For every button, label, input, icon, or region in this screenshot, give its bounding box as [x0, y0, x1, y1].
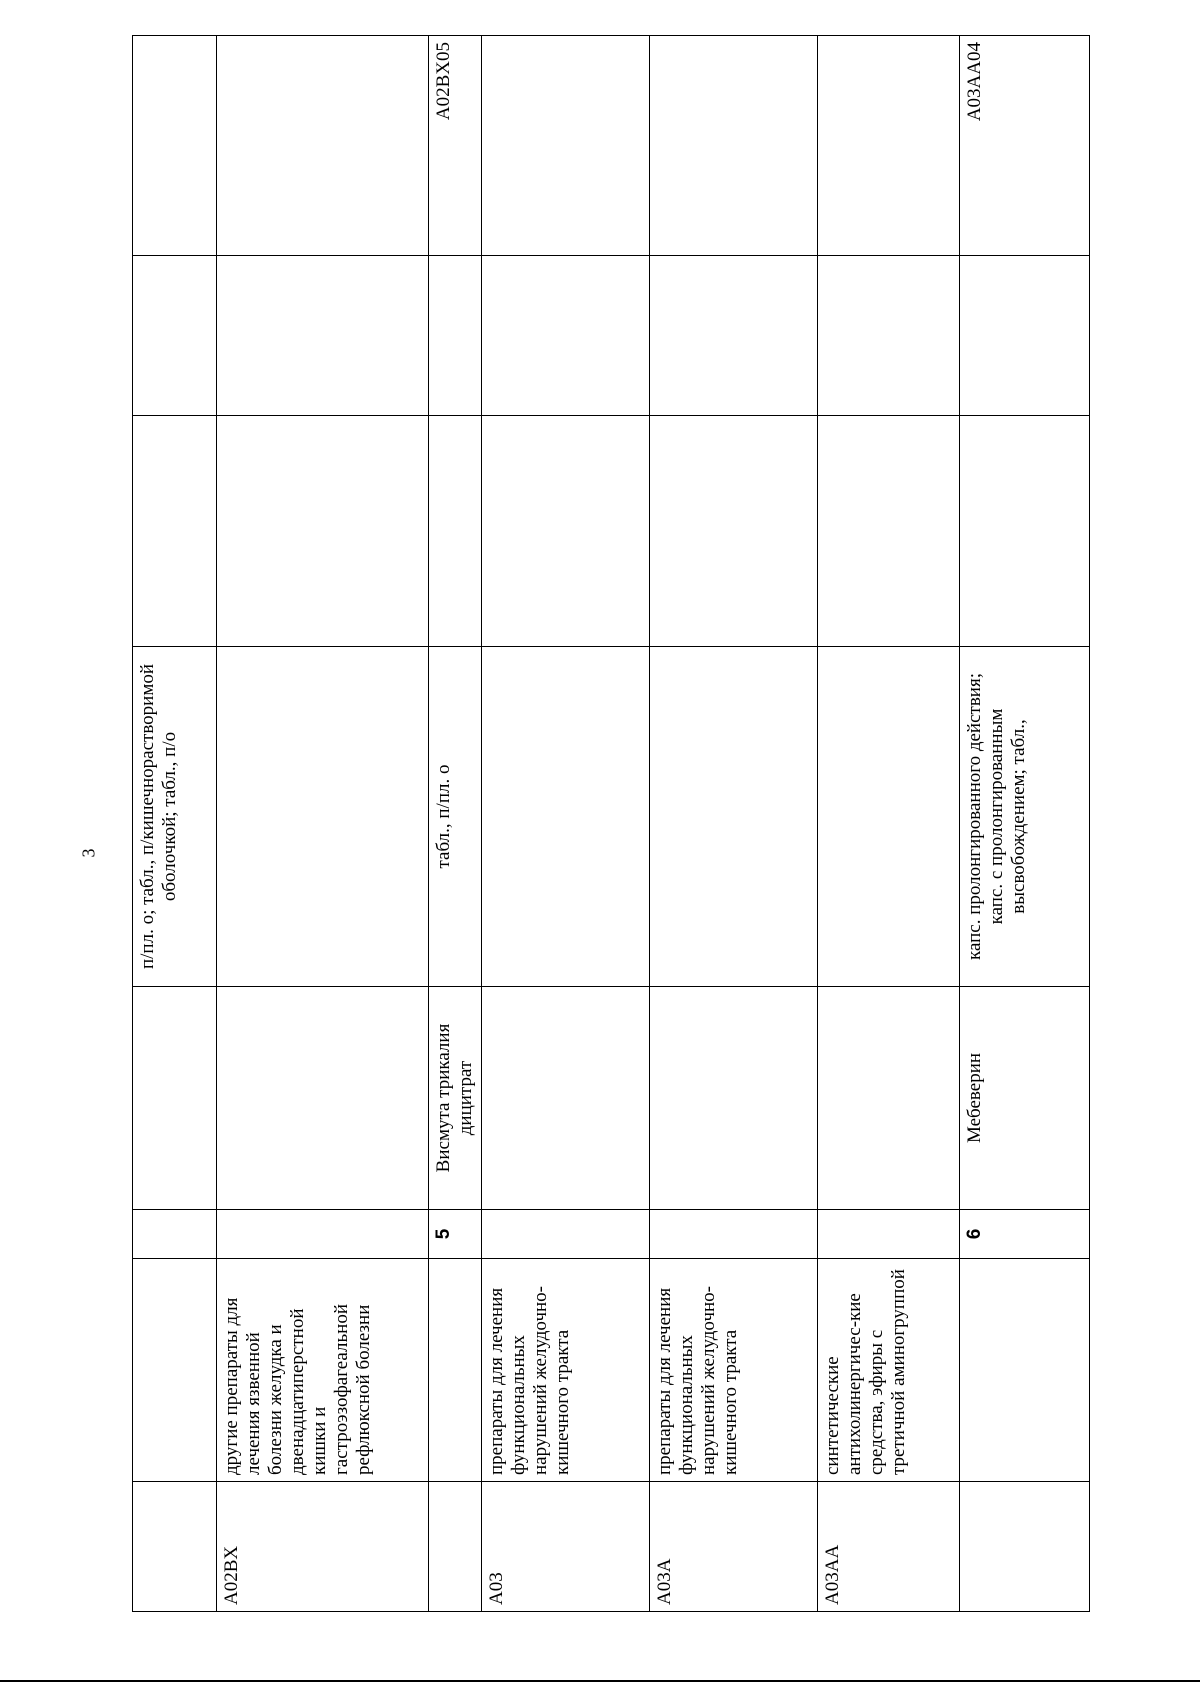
row-number-cell: 6	[960, 1210, 1090, 1259]
empty-cell	[650, 416, 818, 647]
group-name-cell	[960, 1259, 1090, 1482]
empty-cell	[133, 256, 217, 416]
empty-cell	[482, 256, 650, 416]
atc-group-code-cell: A03AA	[818, 1482, 960, 1612]
empty-cell	[818, 416, 960, 647]
atc-group-code-cell: A03	[482, 1482, 650, 1612]
dosage-form-cell: капс. пролонгированного действия; капс. с пролонгированным высвобождением; табл.,	[960, 647, 1090, 987]
row-number-cell	[650, 1210, 818, 1259]
dosage-form-cell	[217, 647, 429, 987]
empty-cell	[818, 256, 960, 416]
row-number-cell	[217, 1210, 429, 1259]
empty-cell	[482, 416, 650, 647]
atc-group-code-cell	[960, 1482, 1090, 1612]
group-name-cell	[133, 1259, 217, 1482]
atc-group-code-cell: A02BX	[217, 1482, 429, 1612]
row-number-cell	[482, 1210, 650, 1259]
atc-code-cell	[482, 36, 650, 256]
row-number-cell	[818, 1210, 960, 1259]
group-name-cell: препараты для лечения функциональных нарушений желудочно-кишечного тракта	[650, 1259, 818, 1482]
group-name-cell: синтетические антихолинергичес-кие средства, эфиры с третичной аминогруппой	[818, 1259, 960, 1482]
group-name-cell: препараты для лечения функциональных нарушений желудочно-кишечного тракта	[482, 1259, 650, 1482]
drug-name-cell: Висмута трикалия дицитрат	[429, 987, 482, 1210]
table-row	[133, 36, 217, 1612]
table-row	[650, 36, 818, 1612]
row-number-cell	[133, 1210, 217, 1259]
empty-cell	[217, 256, 429, 416]
empty-cell	[217, 416, 429, 647]
drug-name-cell	[133, 987, 217, 1210]
drug-name-cell	[818, 987, 960, 1210]
dosage-form-cell	[818, 647, 960, 987]
table-row	[429, 36, 482, 1612]
page-number: 3	[78, 848, 99, 858]
drug-name-cell: Мебеверин	[960, 987, 1090, 1210]
atc-group-code-cell: A03A	[650, 1482, 818, 1612]
empty-cell	[429, 256, 482, 416]
table-row	[960, 36, 1090, 1612]
atc-group-code-cell	[133, 1482, 217, 1612]
group-name-cell	[429, 1259, 482, 1482]
atc-code-cell: A03AA04	[960, 36, 1090, 256]
dosage-form-cell: п/пл. о; табл., п/кишечнорастворимой оболочкой; табл., п/о	[133, 647, 217, 987]
drug-table	[132, 35, 1090, 1612]
table-row	[818, 36, 960, 1612]
empty-cell	[650, 256, 818, 416]
atc-group-code-cell	[429, 1482, 482, 1612]
group-name-cell: другие препараты для лечения язвенной болезни желудка и двенадцатиперстной кишки и гастроэзофагеальной рефлюксной болезни	[217, 1259, 429, 1482]
scan-edge-line	[0, 1680, 1200, 1682]
empty-cell	[133, 416, 217, 647]
row-number-cell: 5	[429, 1210, 482, 1259]
empty-cell	[960, 416, 1090, 647]
empty-cell	[429, 416, 482, 647]
dosage-form-cell: табл., п/пл. о	[429, 647, 482, 987]
atc-code-cell	[217, 36, 429, 256]
empty-cell	[960, 256, 1090, 416]
atc-code-cell	[133, 36, 217, 256]
dosage-form-cell	[482, 647, 650, 987]
atc-code-cell	[650, 36, 818, 256]
drug-table-rotated	[132, 36, 1088, 1612]
atc-code-cell	[818, 36, 960, 256]
table-row	[217, 36, 429, 1612]
table-row	[482, 36, 650, 1612]
drug-name-cell	[482, 987, 650, 1210]
drug-name-cell	[217, 987, 429, 1210]
drug-name-cell	[650, 987, 818, 1210]
dosage-form-cell	[650, 647, 818, 987]
atc-code-cell: A02BX05	[429, 36, 482, 256]
